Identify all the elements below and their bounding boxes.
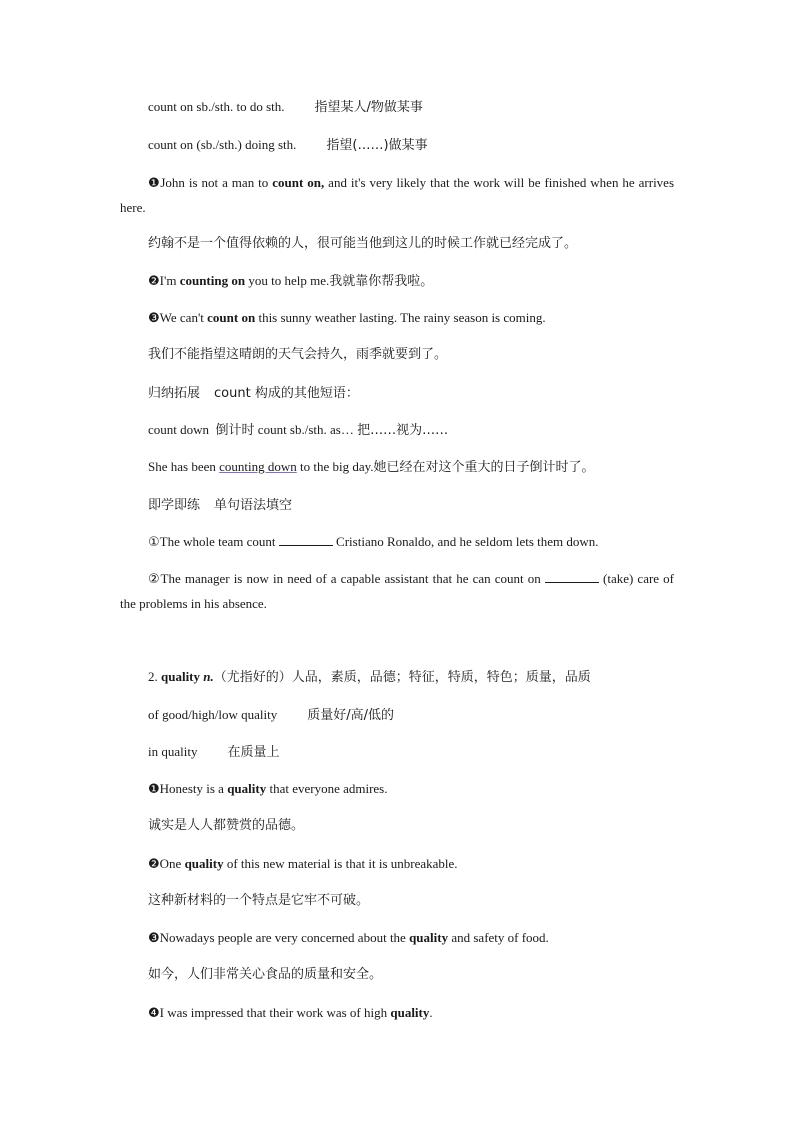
example-marker: ❶ <box>148 176 161 191</box>
practice-title: 即学即练 <box>148 498 201 513</box>
keyword: quality <box>409 930 449 945</box>
question-text: The manager is now in need of a capable assistant that he can count on <box>160 571 545 586</box>
phrase-en: count down <box>148 422 210 437</box>
example-marker: ❷ <box>148 857 160 872</box>
heading-zh: （尤指好的）人品，素质，品德；特征，特质，特色；质量，品质 <box>213 670 591 685</box>
quality-example-1-zh: 诚实是人人都赞赏的品德。 <box>148 818 305 833</box>
phrase-zh: 倒计时 <box>215 423 255 438</box>
phrase-zh: 指望(……)做某事 <box>326 138 428 153</box>
question-marker: ① <box>148 535 160 550</box>
question-marker: ② <box>148 572 161 587</box>
quality-example-4-en <box>148 1001 433 1026</box>
example-marker: ❹ <box>148 1006 160 1021</box>
counting-down-link[interactable]: counting down <box>219 459 297 474</box>
example-3-en <box>148 306 546 331</box>
example-text: that everyone admires. <box>266 781 388 796</box>
example-text: I'm <box>159 273 180 288</box>
expand-title: 归纳拓展 <box>148 386 201 401</box>
heading-number: 2. <box>148 669 161 684</box>
example-text: Honesty is a <box>159 781 228 796</box>
example-marker: ❶ <box>148 782 160 797</box>
example-text: and it's very likely that the work will be finished when he arrives here. <box>120 175 675 215</box>
quality-example-2-zh: 这种新材料的一个特点是它牢不可破。 <box>148 893 370 908</box>
keyword: counting on <box>179 273 246 288</box>
example-marker: ❸ <box>148 931 160 946</box>
example-text: She has been <box>148 459 220 474</box>
example-text: this sunny weather lasting. The rainy season is coming. <box>255 310 546 325</box>
quality-example-1-en <box>148 777 388 802</box>
keyword: quality <box>184 856 224 871</box>
expand-phrases <box>148 418 448 443</box>
example-text: I was impressed that their work was of high <box>159 1005 391 1020</box>
quality-example-3-zh: 如今，人们非常关心食品的质量和安全。 <box>148 967 383 982</box>
phrase-zh: 把……视为…… <box>357 423 449 438</box>
keyword: quality <box>390 1005 430 1020</box>
question-text: Cristiano Ronaldo, and he seldom lets them down. <box>332 534 599 549</box>
phrase-count-on-to-do <box>148 95 423 120</box>
example-text: of this new material is that it is unbreakable. <box>223 856 458 871</box>
phrase-en: of good/high/low quality <box>148 707 278 722</box>
keyword: count on, <box>272 175 325 190</box>
example-1-en <box>120 171 674 220</box>
example-text: We can't <box>159 310 208 325</box>
question-text: The whole team count <box>159 534 279 549</box>
section-2-heading <box>148 665 591 690</box>
answer-blank[interactable] <box>279 533 333 546</box>
phrase-in-quality <box>148 740 279 765</box>
example-zh: 我就靠你帮我啦。 <box>329 274 434 289</box>
practice-desc: 单句语法填空 <box>214 498 293 513</box>
example-2 <box>148 269 433 294</box>
keyword: count on <box>207 310 256 325</box>
example-marker: ❸ <box>148 311 160 326</box>
question-1 <box>148 530 599 555</box>
heading-pos: n. <box>203 669 214 684</box>
phrase-zh: 质量好/高/低的 <box>307 708 395 723</box>
example-marker: ❷ <box>148 274 160 289</box>
heading-word: quality <box>161 669 201 684</box>
example-text: you to help me. <box>245 273 330 288</box>
example-text: and safety of food. <box>448 930 549 945</box>
example-1-zh: 约翰不是一个值得依赖的人，很可能当他到这儿的时候工作就已经完成了。 <box>148 236 578 251</box>
expand-desc: count 构成的其他短语： <box>214 386 359 401</box>
question-2 <box>120 567 674 616</box>
example-text: John is not a man to <box>160 175 273 190</box>
phrase-en: in quality <box>148 744 198 759</box>
phrase-zh: 指望某人/物做某事 <box>314 100 423 115</box>
phrase-zh: 在质量上 <box>227 745 280 760</box>
quality-example-3-en <box>148 926 549 951</box>
practice-heading <box>148 493 292 518</box>
question-text: (take) care of the problems in his absence. <box>120 571 675 611</box>
quality-example-2-en <box>148 852 458 877</box>
expand-heading <box>148 381 359 406</box>
example-text: to the big day. <box>296 459 374 474</box>
phrase-of-quality <box>148 703 394 728</box>
example-zh: 她已经在对这个重大的日子倒计时了。 <box>373 460 595 475</box>
expand-example <box>148 455 595 480</box>
answer-blank[interactable] <box>545 570 599 583</box>
phrase-en: count on (sb./sth.) doing sth. <box>148 137 297 152</box>
phrase-en: count on sb./sth. to do sth. <box>148 99 285 114</box>
phrase-en: count sb./sth. as… <box>257 422 354 437</box>
example-text: . <box>429 1005 433 1020</box>
phrase-count-on-doing <box>148 133 428 158</box>
example-text: Nowadays people are very concerned about the <box>159 930 410 945</box>
example-text: One <box>159 856 185 871</box>
example-3-zh: 我们不能指望这晴朗的天气会持久，雨季就要到了。 <box>148 347 448 362</box>
keyword: quality <box>227 781 267 796</box>
